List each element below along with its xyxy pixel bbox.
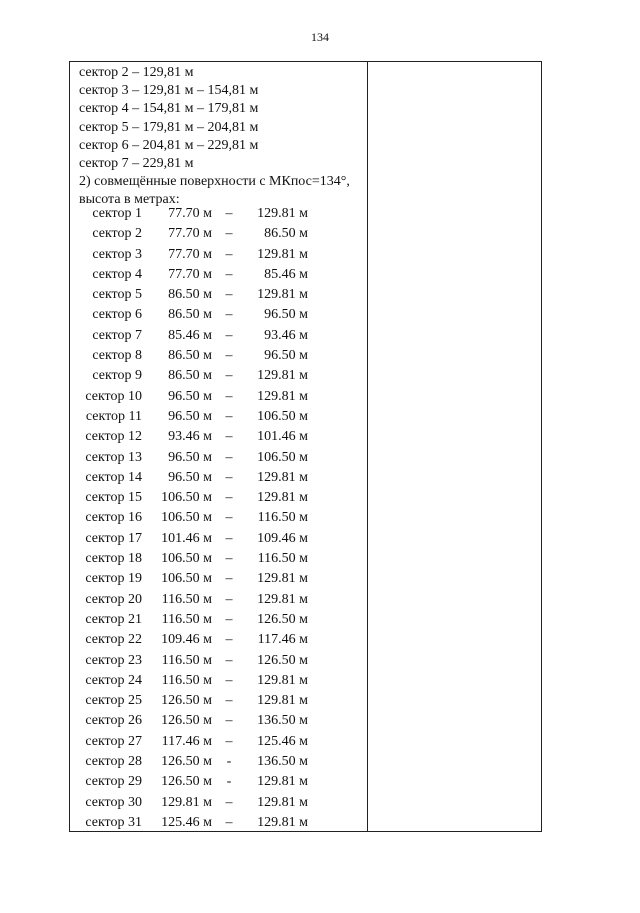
sector-name: сектор 10 <box>85 388 142 404</box>
sector-row <box>0 549 369 569</box>
height-to: 109.46 м <box>257 530 308 546</box>
range-dash: – <box>225 266 233 282</box>
height-from: 96.50 м <box>168 449 212 465</box>
sector-name: сектор 13 <box>85 449 142 465</box>
sector-name: сектор 21 <box>85 611 142 627</box>
sector-name: сектор 5 <box>92 287 142 303</box>
height-to: 117.46 м <box>257 632 308 648</box>
text-line: сектор 5 – 179,81 м – 204,81 м <box>79 119 259 135</box>
sector-name: сектор 6 <box>92 307 142 323</box>
sector-name: сектор 9 <box>92 368 142 384</box>
sector-name: сектор 11 <box>85 408 142 424</box>
sector-row <box>0 630 369 650</box>
range-dash: – <box>225 226 233 242</box>
height-from: 77.70 м <box>168 266 212 282</box>
height-to: 136.50 м <box>257 754 308 770</box>
height-to: 129.81 м <box>257 368 308 384</box>
sector-row <box>0 529 369 549</box>
sector-row <box>0 772 369 792</box>
height-to: 96.50 м <box>264 307 308 323</box>
sector-name: сектор 31 <box>85 814 142 830</box>
range-dash: – <box>225 287 233 303</box>
range-dash: – <box>225 246 233 262</box>
height-from: 77.70 м <box>168 206 212 221</box>
height-to: 129.81 м <box>257 246 308 262</box>
sector-name: сектор 2 <box>92 226 142 242</box>
range-dash: – <box>225 469 233 485</box>
sector-row <box>0 752 369 772</box>
height-from: 86.50 м <box>168 368 212 384</box>
text-line: сектор 2 – 129,81 м <box>79 65 194 80</box>
range-dash: – <box>225 794 233 810</box>
height-to: 129.81 м <box>257 672 308 688</box>
height-to: 129.81 м <box>257 693 308 709</box>
sector-row <box>0 387 369 407</box>
range-dash: – <box>225 510 233 526</box>
height-from: 117.46 м <box>161 733 212 749</box>
height-from: 106.50 м <box>161 490 212 506</box>
sector-row <box>0 508 369 528</box>
range-dash: – <box>225 449 233 465</box>
height-from: 116.50 м <box>161 591 212 607</box>
sector-name: сектор 19 <box>85 571 142 587</box>
range-dash: – <box>225 652 233 668</box>
height-from: 126.50 м <box>161 774 212 790</box>
sector-row <box>0 448 369 468</box>
sector-row <box>0 346 369 366</box>
height-to: 116.50 м <box>257 510 308 526</box>
text-cell <box>79 64 369 210</box>
sector-row <box>0 326 369 346</box>
height-from: 77.70 м <box>168 246 212 262</box>
height-to: 106.50 м <box>257 449 308 465</box>
height-to: 129.81 м <box>257 814 308 830</box>
sector-name: сектор 27 <box>85 733 142 749</box>
range-dash: – <box>225 814 233 830</box>
sector-name: сектор 29 <box>85 774 142 790</box>
sector-row <box>0 691 369 711</box>
height-from: 129.81 м <box>161 794 212 810</box>
height-from: 96.50 м <box>168 408 212 424</box>
sector-row <box>0 488 369 508</box>
range-dash: – <box>225 632 233 648</box>
height-from: 86.50 м <box>168 348 212 364</box>
sector-name: сектор 17 <box>85 530 142 546</box>
sector-row <box>0 224 369 244</box>
height-from: 116.50 м <box>161 611 212 627</box>
page-number: 134 <box>311 30 329 44</box>
sector-row <box>0 610 369 630</box>
range-dash: – <box>225 408 233 424</box>
sector-name: сектор 26 <box>85 713 142 729</box>
height-from: 106.50 м <box>161 551 212 567</box>
height-to: 129.81 м <box>257 774 308 790</box>
height-to: 129.81 м <box>257 469 308 485</box>
height-from: 116.50 м <box>161 672 212 688</box>
range-dash: – <box>225 733 233 749</box>
text-line: сектор 3 – 129,81 м – 154,81 м <box>79 83 259 99</box>
height-to: 126.50 м <box>257 611 308 627</box>
sector-name: сектор 1 <box>92 206 142 221</box>
sector-row <box>0 366 369 386</box>
range-dash: – <box>225 368 233 384</box>
range-dash: – <box>225 713 233 729</box>
sector-name: сектор 20 <box>85 591 142 607</box>
height-from: 96.50 м <box>168 469 212 485</box>
height-from: 116.50 м <box>161 652 212 668</box>
sector-height-list <box>0 204 369 833</box>
height-to: 129.81 м <box>257 571 308 587</box>
height-to: 116.50 м <box>257 551 308 567</box>
text-line: высота в метрах: <box>79 192 180 208</box>
range-dash: – <box>225 490 233 506</box>
text-line: сектор 4 – 154,81 м – 179,81 м <box>79 101 259 117</box>
height-to: 93.46 м <box>264 327 308 343</box>
height-from: 109.46 м <box>161 632 212 648</box>
sector-name: сектор 24 <box>85 672 142 688</box>
sector-name: сектор 14 <box>85 469 142 485</box>
height-to: 129.81 м <box>257 287 308 303</box>
height-from: 77.70 м <box>168 226 212 242</box>
height-from: 86.50 м <box>168 307 212 323</box>
sector-row <box>0 305 369 325</box>
text-line: сектор 6 – 204,81 м – 229,81 м <box>79 137 259 153</box>
range-dash: – <box>225 591 233 607</box>
sector-name: сектор 25 <box>85 693 142 709</box>
height-from: 126.50 м <box>161 754 212 770</box>
range-dash: - <box>226 774 232 790</box>
height-from: 93.46 м <box>168 429 212 445</box>
range-dash: - <box>226 754 232 770</box>
sector-row <box>0 265 369 285</box>
range-dash: – <box>225 388 233 404</box>
range-dash: – <box>225 206 233 221</box>
range-dash: – <box>225 327 233 343</box>
sector-name: сектор 22 <box>85 632 142 648</box>
height-to: 129.81 м <box>257 388 308 404</box>
text-line: сектор 7 – 229,81 м <box>79 156 194 172</box>
height-to: 136.50 м <box>257 713 308 729</box>
sector-name: сектор 15 <box>85 490 142 506</box>
height-from: 96.50 м <box>168 388 212 404</box>
sector-row <box>0 732 369 752</box>
sector-name: сектор 18 <box>85 551 142 567</box>
height-from: 125.46 м <box>161 814 212 830</box>
height-to: 129.81 м <box>257 591 308 607</box>
range-dash: – <box>225 348 233 364</box>
sector-row <box>0 813 369 833</box>
sector-name: сектор 23 <box>85 652 142 668</box>
sector-name: сектор 7 <box>92 327 142 343</box>
height-to: 86.50 м <box>264 226 308 242</box>
range-dash: – <box>225 530 233 546</box>
range-dash: – <box>225 611 233 627</box>
range-dash: – <box>225 429 233 445</box>
sector-row <box>0 407 369 427</box>
height-to: 126.50 м <box>257 652 308 668</box>
sector-row <box>0 671 369 691</box>
height-from: 106.50 м <box>161 510 212 526</box>
sector-name: сектор 3 <box>92 246 142 262</box>
text-line: 2) совмещённые поверхности с МКпос=134°, <box>79 174 350 190</box>
sector-row <box>0 468 369 488</box>
height-from: 85.46 м <box>168 327 212 343</box>
height-to: 129.81 м <box>257 794 308 810</box>
range-dash: – <box>225 571 233 587</box>
range-dash: – <box>225 551 233 567</box>
height-to: 85.46 м <box>264 266 308 282</box>
range-dash: – <box>225 307 233 323</box>
sector-row <box>0 711 369 731</box>
height-from: 126.50 м <box>161 693 212 709</box>
sector-name: сектор 12 <box>85 429 142 445</box>
height-to: 96.50 м <box>264 348 308 364</box>
sector-row <box>0 590 369 610</box>
range-dash: – <box>225 693 233 709</box>
range-dash: – <box>225 672 233 688</box>
sector-row <box>0 245 369 265</box>
sector-name: сектор 28 <box>85 754 142 770</box>
sector-row <box>0 651 369 671</box>
height-to: 129.81 м <box>257 490 308 506</box>
height-to: 125.46 м <box>257 733 308 749</box>
sector-row <box>0 204 369 224</box>
sector-row <box>0 793 369 813</box>
height-from: 126.50 м <box>161 713 212 729</box>
height-to: 101.46 м <box>257 429 308 445</box>
sector-name: сектор 8 <box>92 348 142 364</box>
sector-name: сектор 4 <box>92 266 142 282</box>
sector-row <box>0 427 369 447</box>
height-from: 86.50 м <box>168 287 212 303</box>
sector-row <box>0 569 369 589</box>
height-to: 106.50 м <box>257 408 308 424</box>
height-from: 106.50 м <box>161 571 212 587</box>
sector-name: сектор 30 <box>85 794 142 810</box>
height-from: 101.46 м <box>161 530 212 546</box>
sector-name: сектор 16 <box>85 510 142 526</box>
height-to: 129.81 м <box>257 206 308 221</box>
sector-row <box>0 285 369 305</box>
